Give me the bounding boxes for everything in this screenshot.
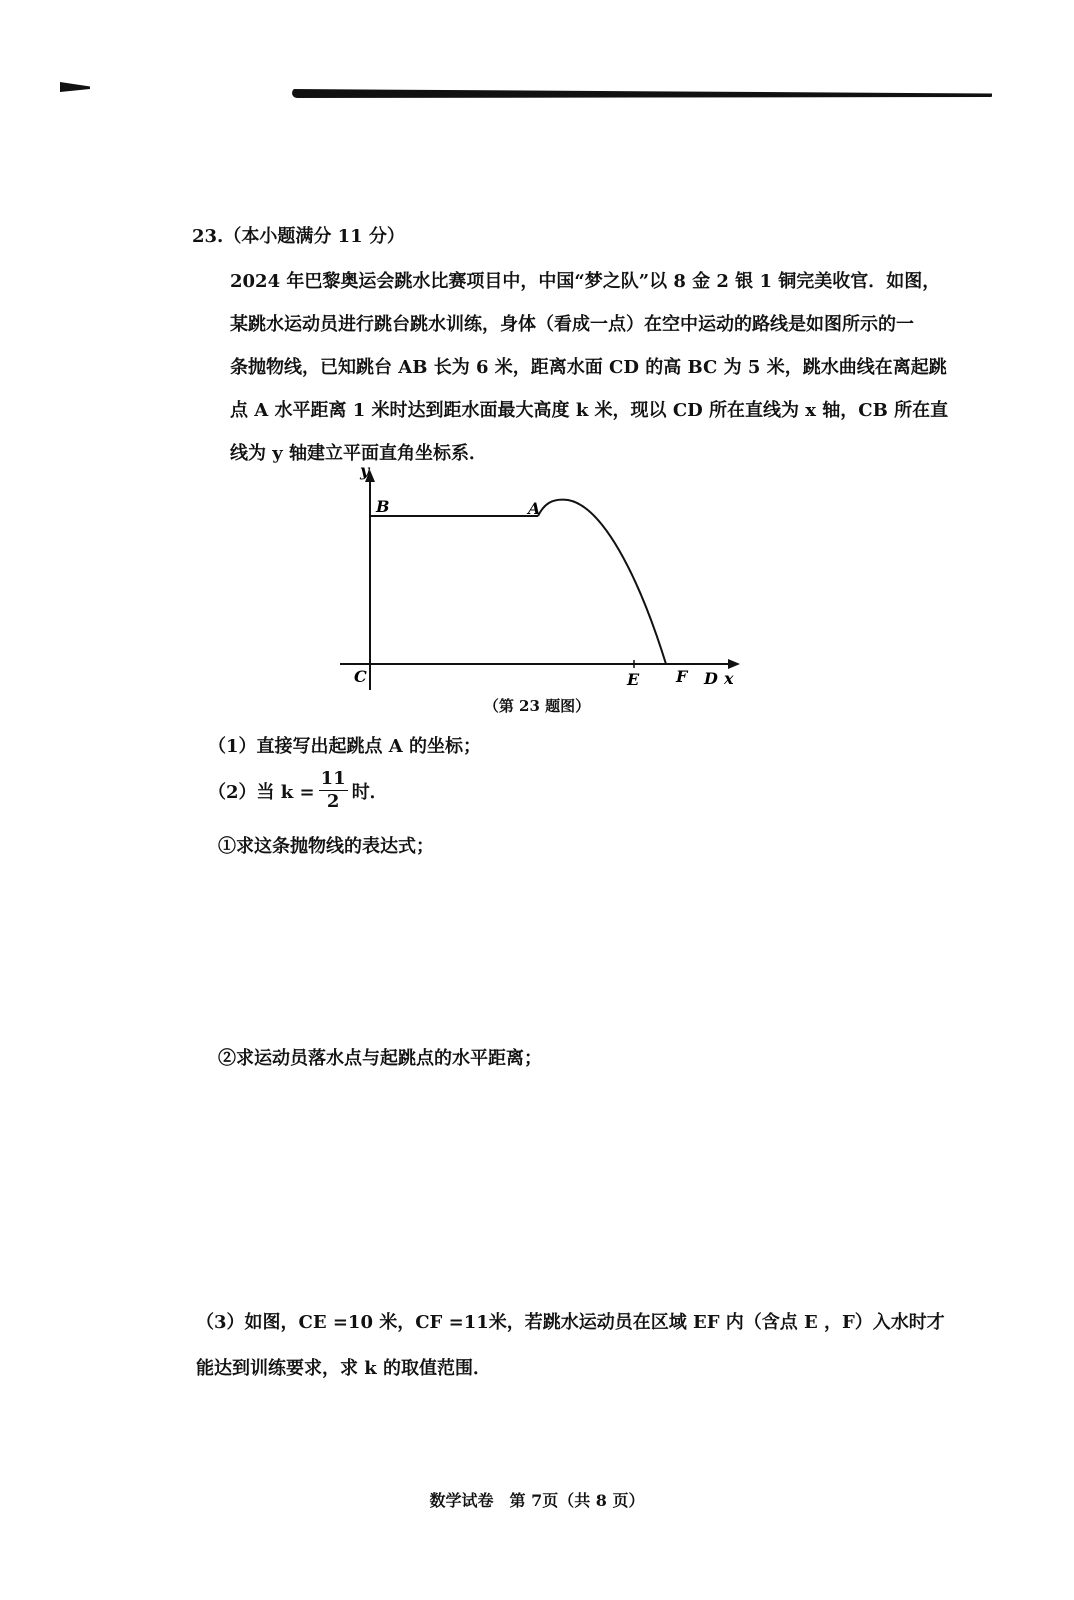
part-3 [196,1300,956,1392]
paragraph-line: 某跳水运动员进行跳台跳水训练，身体（看成一点）在空中运动的路线是如图所示的一 [230,314,914,335]
part-1: （1）直接写出起跳点 A 的坐标； [208,736,482,757]
paragraph-line: 2024 年巴黎奥运会跳水比赛项目中，中国“梦之队”以 8 金 2 银 1 铜完美收官．如图， [230,271,941,292]
scan-edge-mark [60,82,90,92]
part-3-line: （3）如图，CE =10 米，CF =11米，若跳水运动员在区域 EF 内（含点 E ，F）入水时才 [196,1312,945,1333]
question-paragraph [230,260,950,475]
part-2-prefix: （2）当 k = [208,781,315,803]
figure-caption: （第 23 题图） [483,697,591,715]
parabola-curve [538,500,666,664]
label-b: B [376,497,390,516]
label-y: y [360,462,370,480]
diving-figure [340,462,760,712]
part-2-suffix: 时． [351,781,388,803]
paragraph-line: 点 A 水平距离 1 米时达到距水面最大高度 k 米，现以 CD 所在直线为 x 轴，CB 所在直 [230,400,949,421]
fraction-eleven-halves [319,770,348,811]
label-e: E [627,670,640,689]
label-c: C [354,667,367,686]
fraction-numerator: 11 [320,768,346,789]
label-f: F [676,667,688,686]
label-a: A [528,499,541,518]
part-3-line: 能达到训练要求，求 k 的取值范围． [196,1358,492,1379]
part-2 [208,770,388,811]
x-axis-arrow [728,659,740,669]
paragraph-line: 条抛物线，已知跳台 AB 长为 6 米，距离水面 CD 的高 BC 为 5 米，跳水曲线在离起跳 [230,357,947,378]
fraction-denominator: 2 [326,791,340,812]
label-x: x [724,669,734,688]
label-d: D [704,669,718,688]
part-2-1: ①求这条抛物线的表达式； [218,836,434,857]
question-title: 23.（本小题满分 11 分） [192,226,405,247]
part-2-2: ②求运动员落水点与起跳点的水平距离； [218,1048,542,1069]
scan-top-border [292,88,992,98]
paragraph-line: 线为 y 轴建立平面直角坐标系． [230,443,487,464]
page-footer: 数学试卷 第 7页（共 8 页） [429,1491,645,1510]
